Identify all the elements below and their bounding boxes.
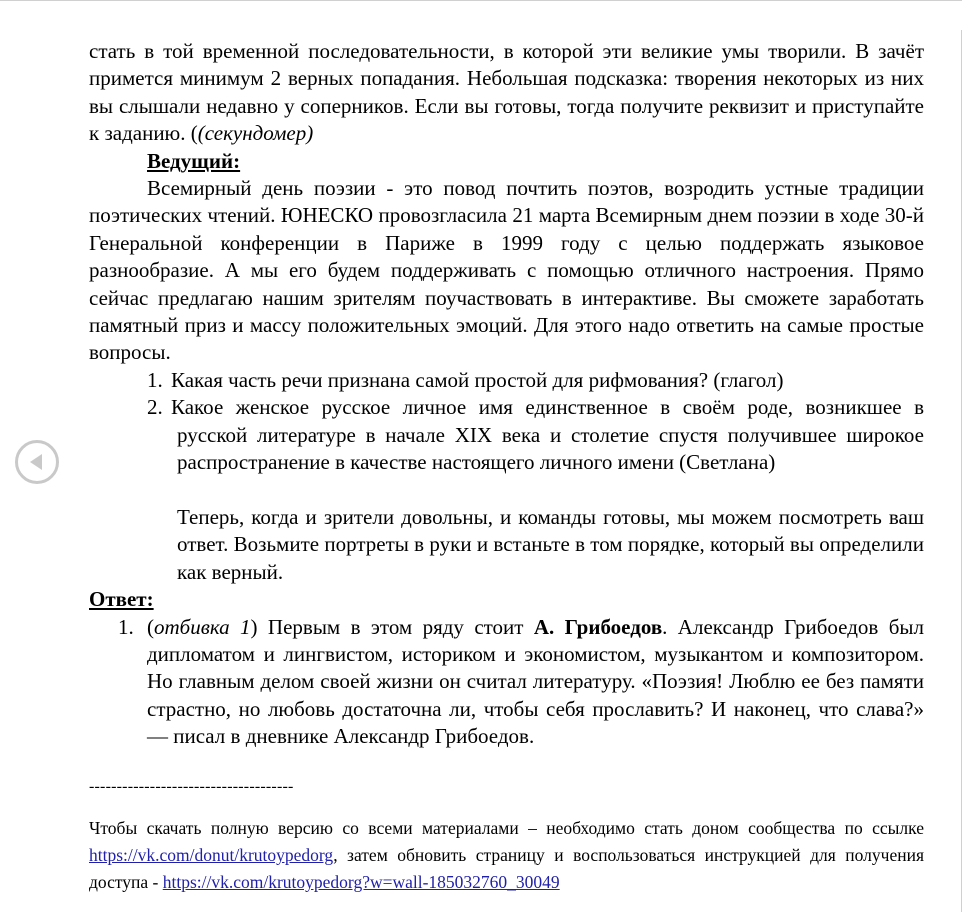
blank-line bbox=[89, 477, 924, 504]
footer-text-2: , затем обновить страницу и воспользоваться инструкцией для получения доступа - bbox=[89, 845, 924, 892]
answer-item bbox=[89, 614, 924, 751]
answer-number: 1. bbox=[118, 614, 134, 639]
answer-heading: Ответ: bbox=[89, 587, 154, 612]
after-questions-paragraph: Теперь, когда и зрители довольны, и команды готовы, мы можем посмотреть ваш ответ. Возьмите портреты в руки и встаньте в том порядке, который вы определили как верный. bbox=[177, 504, 924, 584]
footer-text-1: Чтобы скачать полную версию со всеми материалами – необходимо стать доном сообщества по ссылке bbox=[89, 818, 924, 838]
footer-separator: ------------------------------------- bbox=[89, 778, 294, 795]
intro-paragraph bbox=[89, 38, 924, 148]
document-page bbox=[89, 38, 924, 751]
answer-stage-direction: отбивка 1 bbox=[154, 614, 251, 639]
answer-name: А. Грибоедов bbox=[533, 614, 663, 639]
question-text: Какое женское русское личное имя единственное в своём роде, возникшее в русской литературе в начале XIX века и столетие спустя получившее широкое распространение в качестве настоящего личного имени (Светлана) bbox=[171, 395, 924, 475]
right-border bbox=[961, 30, 962, 912]
host-paragraph: Всемирный день поэзии - это повод почтить поэтов, возродить устные традиции поэтических чтений. ЮНЕСКО провозгласила 21 марта Всемирным днем поэзии в ходе 30-й Генеральной конференции в Париже в 1999 году с целью поддержать языковое разнообразие. А мы его будем поддерживать с помощью отличного настроения. Прямо сейчас предлагаю нашим зрителям поучаствовать в интерактиве. Вы сможете заработать памятный приз и массу положительных эмоций. Для этого надо ответить на самые простые вопросы. bbox=[89, 176, 924, 365]
footer-note bbox=[89, 815, 924, 896]
top-border bbox=[0, 0, 962, 1]
answer-open-paren: ( bbox=[147, 614, 154, 639]
wall-post-link[interactable]: https://vk.com/krutoypedorg?w=wall-185032760_30049 bbox=[162, 872, 560, 892]
question-number: 2. bbox=[147, 395, 163, 420]
question-number: 1. bbox=[147, 367, 163, 392]
previous-page-button[interactable] bbox=[15, 440, 59, 484]
intro-text: стать в той временной последовательности, в которой эти великие умы творили. В зачёт примется минимум 2 верных попадания. Небольшая подсказка: творения некоторых из них вы слышали недавно у соперников. Если вы готовы, тогда получите реквизит и приступайте к заданию. ( bbox=[89, 39, 924, 146]
question-text: Какая часть речи признана самой простой для рифмования? (глагол) bbox=[171, 367, 784, 392]
question-item bbox=[89, 367, 924, 394]
question-item bbox=[89, 394, 924, 476]
host-heading: Ведущий: bbox=[147, 148, 241, 173]
intro-stage-direction: (секундомер) bbox=[197, 121, 314, 146]
chevron-left-icon bbox=[18, 443, 56, 481]
answer-lead-text: ) Первым в этом ряду стоит bbox=[250, 614, 534, 639]
answer-body: . Александр Грибоедов был дипломатом и лингвистом, историком и экономистом, музыкантом и композитором. Но главным делом своей жизни он считал литературу. «Поэзия! Люблю ее без памяти страстно, но любовь достаточна ли, чтобы себя прославить? И наконец, что слава?» — писал в дневнике Александр Грибоедов. bbox=[147, 614, 924, 749]
donut-link[interactable]: https://vk.com/donut/krutoypedorg bbox=[89, 845, 334, 865]
